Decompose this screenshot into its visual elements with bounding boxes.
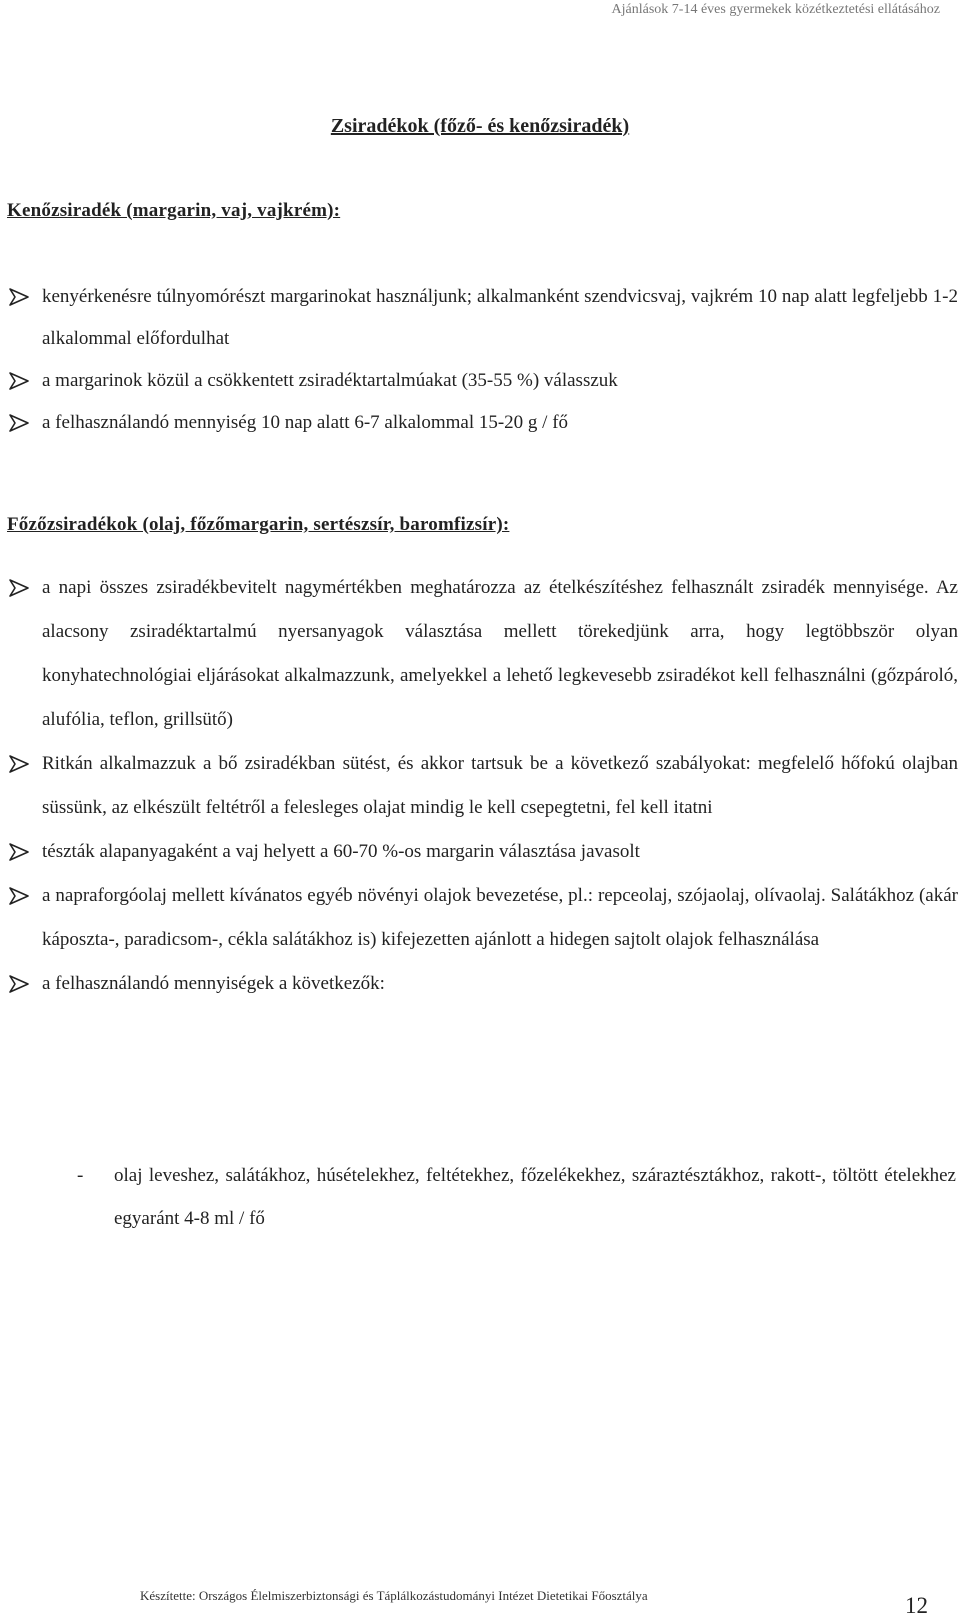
arrowhead-bullet-icon — [8, 886, 30, 906]
arrowhead-bullet-icon — [8, 842, 30, 862]
list-item — [0, 276, 958, 360]
list-item — [0, 566, 958, 742]
arrowhead-bullet-icon — [8, 578, 30, 598]
list-item-text: a napi összes zsiradékbevitelt nagymértékben meghatározza az ételkészítéshez felhasznált zsiradék mennyisége. Az alacsony zsiradéktartalmú nyersanyagok választása mellett törekedjünk arra, hogy legtöbbször olyan konyhatechnológiai eljárásokat alkalmazzunk, amelyekkel a lehető legkevesebb zsiradékot kell felhasználni (gőzpároló, alufólia, teflon, grillsütő) — [42, 577, 958, 730]
arrowhead-bullet-icon — [8, 974, 30, 994]
page-number: 12 — [905, 1593, 928, 1618]
section-heading-spread-fats: Kenőzsiradék (margarin, vaj, vajkrém): — [7, 200, 341, 221]
page-footer: Készítette: Országos Élelmiszerbiztonsági és Táplálkozástudományi Intézet Dietetikai Főosztálya — [140, 1588, 648, 1603]
list-item-text: a felhasználandó mennyiség 10 nap alatt 6-7 alkalommal 15-20 g / fő — [42, 412, 569, 433]
arrowhead-bullet-icon — [8, 413, 30, 433]
running-header: Ajánlások 7-14 éves gyermekek közétkeztetési ellátásához — [611, 2, 940, 17]
dash-list-item-text: olaj leveshez, salátákhoz, húsételekhez, feltétekhez, főzelékekhez, száraztésztákhoz, rakott-, töltött ételekhez egyaránt 4-8 ml / fő — [114, 1165, 956, 1229]
list-item-text: a napraforgóolaj mellett kívánatos egyéb növényi olajok bevezetése, pl.: repceolaj, szójaolaj, olívaolaj. Salátákhoz (akár káposzta-, paradicsom-, cékla salátákhoz is) kifejezetten ajánlott a hidegen sajtolt olajok felhasználása — [42, 885, 958, 950]
list-item-text: tészták alapanyagaként a vaj helyett a 60-70 %-os margarin választása javasolt — [42, 841, 640, 862]
bullet-list-spread-fats — [0, 276, 960, 444]
list-item — [0, 874, 958, 962]
bullet-list-cooking-fats — [0, 566, 960, 1006]
list-item-text: kenyérkenésre túlnyomórészt margarinokat használjunk; alkalmanként szendvicsvaj, vajkrém 10 nap alatt legfeljebb 1-2 alkalommal előfordulhat — [42, 286, 958, 349]
list-item — [0, 830, 958, 874]
list-item — [0, 742, 958, 830]
list-item — [0, 402, 958, 444]
section-heading-cooking-fats: Főzőzsiradékok (olaj, főzőmargarin, sertészsír, baromfizsír): — [7, 514, 510, 535]
dash-bullet: - — [77, 1165, 84, 1186]
list-item-text: Ritkán alkalmazzuk a bő zsiradékban sütést, és akkor tartsuk be a következő szabályokat: megfelelő hőfokú olajban süssünk, az elkészült feltétről a felesleges olajat mindig le kell csepegtetni, fel kell itatni — [42, 753, 958, 818]
list-item-text: a margarinok közül a csökkentett zsiradéktartalmúakat (35-55 %) válasszuk — [42, 370, 618, 391]
list-item-text: a felhasználandó mennyiségek a következők: — [42, 973, 385, 994]
arrowhead-bullet-icon — [8, 371, 30, 391]
arrowhead-bullet-icon — [8, 287, 30, 307]
arrowhead-bullet-icon — [8, 754, 30, 774]
page-title: Zsiradékok (főző- és kenőzsiradék) — [330, 115, 630, 137]
dash-list-item — [77, 1154, 956, 1240]
list-item — [0, 962, 958, 1006]
list-item — [0, 360, 958, 402]
